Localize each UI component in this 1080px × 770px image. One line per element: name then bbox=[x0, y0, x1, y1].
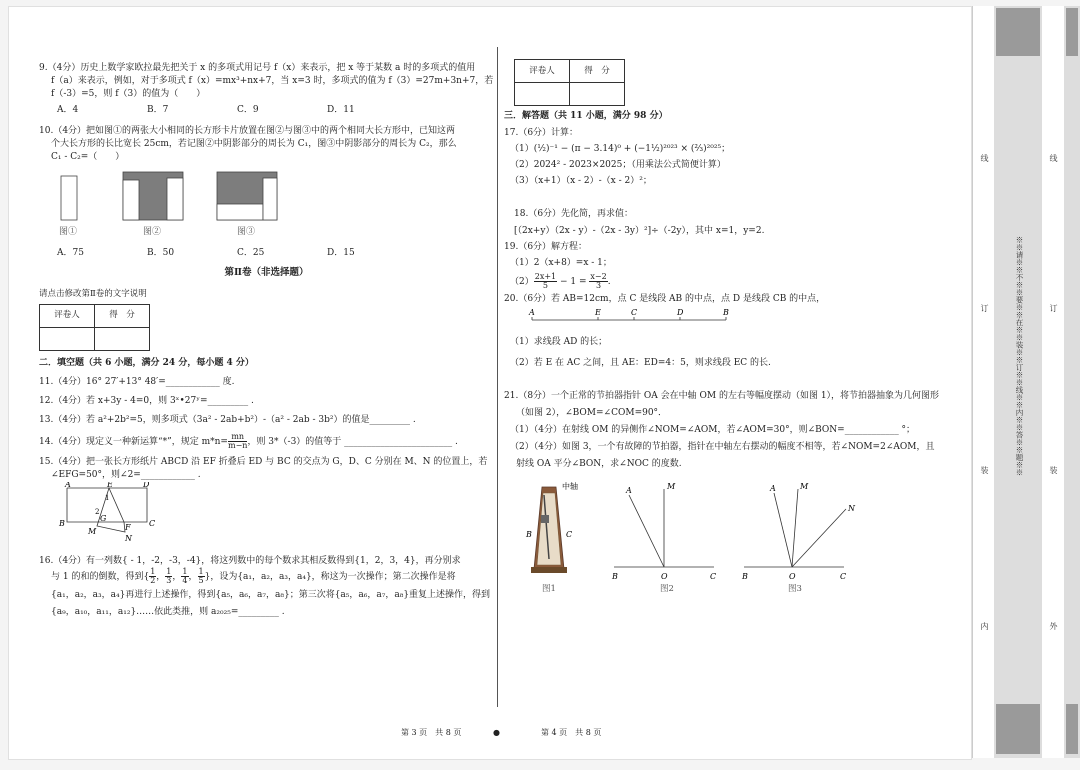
q21-line5: 射线 OA 平分∠BON，求∠NOC 的度数. bbox=[516, 458, 682, 469]
question-19 bbox=[504, 241, 969, 290]
fig2-card-right bbox=[167, 178, 183, 220]
question-14 bbox=[39, 433, 494, 450]
q16-line2a: 与 1 的和的倒数，得到{ bbox=[51, 571, 150, 582]
question-21 bbox=[504, 390, 969, 606]
mark-line-outer: 线 bbox=[1049, 154, 1058, 162]
metronome-weight bbox=[541, 515, 549, 523]
q19-frac-2 bbox=[589, 273, 607, 290]
mark-ding-outer: 订 bbox=[1049, 304, 1058, 312]
part2-note: 请点击修改第Ⅱ卷的文字说明 bbox=[39, 289, 147, 300]
binding-strip-edge bbox=[1064, 6, 1080, 758]
fig3-label-o: O bbox=[789, 571, 796, 581]
metronome-base bbox=[531, 567, 567, 573]
label-g: G bbox=[100, 513, 107, 523]
score-header-grader-right: 评卷人 bbox=[515, 60, 570, 83]
question-13: 13.（4分）若 a²+2b²=5，则多项式（3a² - 2ab+b²）-（a² - 2ab - 3b²）的值是_________ . bbox=[39, 414, 416, 425]
fig2-caption: 图2 bbox=[660, 583, 674, 594]
q10-options bbox=[39, 247, 494, 260]
question-12: 12.（4分）若 x+3y - 4=0，则 3ˣ•27ʸ=_________ . bbox=[39, 395, 254, 406]
q10-line2: 个大长方形的长比宽长 25cm，若记图②中阴影部分的周长为 C₁，图③中阴影部分的周长为 C₂，那么 bbox=[51, 139, 457, 150]
q14-num: mn bbox=[228, 433, 247, 442]
mark-zhuang-inner: 装 bbox=[980, 466, 989, 474]
q15-line1: 15.（4分）把一张长方形纸片 ABCD 沿 EF 折叠后 ED 与 BC 的交点为 G，D、C 分别在 M、N 的位置上，若 bbox=[39, 456, 488, 467]
fig3-label: 图③ bbox=[237, 227, 256, 238]
q10-figures bbox=[39, 164, 299, 242]
label-d: D bbox=[143, 481, 150, 489]
q16-frac1-n: 1 bbox=[150, 566, 156, 576]
score-table-right bbox=[514, 59, 625, 106]
fig2-label-o: O bbox=[661, 571, 668, 581]
q19-f2-n: x−2 bbox=[590, 272, 607, 282]
fig1-label-c: C bbox=[566, 529, 573, 539]
q14-den: m−n bbox=[227, 440, 248, 450]
q21-line4: （2）（4分）如图 3，一个有故障的节拍器，指针在中轴左右摆动的幅度不相等，若∠NOM=2∠AOM，且 bbox=[510, 441, 935, 452]
label-e: E bbox=[107, 481, 113, 489]
score-header-score: 得 分 bbox=[95, 304, 150, 327]
metronome-figure bbox=[525, 481, 578, 594]
q16-frac-4 bbox=[198, 568, 205, 585]
binding-strip-outer bbox=[1042, 6, 1064, 758]
fig3-label-n: N bbox=[848, 503, 855, 513]
point-e: E bbox=[595, 308, 601, 318]
footer-dot: ● bbox=[493, 727, 500, 737]
geometry-figure-2 bbox=[611, 482, 716, 594]
q19-part1: （1）2（x+8）=x - 1； bbox=[510, 258, 612, 269]
fig2-label: 图② bbox=[143, 227, 162, 238]
q9-option-c: C．9 bbox=[237, 105, 259, 116]
q19-part2 bbox=[504, 273, 969, 290]
fig3-label-a: A bbox=[770, 483, 776, 493]
q21-line3: （1）（4分）在射线 OM 的异侧作∠NOM=∠AOM，若∠AOM=30°，则∠BON=____________ °； bbox=[510, 424, 916, 435]
score-header-score-right: 得 分 bbox=[570, 60, 625, 83]
q19-title: 19.（6分）解方程： bbox=[504, 242, 588, 253]
q20-part2: （2）若 E 在 AC 之间，且 AE：ED=4：5，则求线段 EC 的长. bbox=[510, 357, 771, 368]
q10-option-a: A．75 bbox=[57, 248, 84, 259]
question-9 bbox=[39, 62, 494, 117]
q16-line2: 与 1 的和的倒数，得到{ $\frac{1}{2}$ ， $\frac{1}{3}$ ， $\frac{1}{4}$ ， $\frac{1}{5}$ }，设为{a₁，a₂，a₃，a₄}，称这为一次操作；第二次操作是将 bbox=[51, 566, 456, 585]
footer-left: 第 3 页 共 8 页 bbox=[401, 728, 462, 737]
q17-title: 17.（6分）计算： bbox=[504, 128, 579, 139]
score-table-left bbox=[39, 304, 150, 351]
q16-frac2-d: 3 bbox=[166, 575, 172, 585]
q19-frac-1 bbox=[534, 273, 557, 290]
q19-f2-d: 3 bbox=[596, 281, 602, 291]
mark-nei: 内 bbox=[980, 622, 989, 630]
q16-frac-3 bbox=[181, 568, 188, 585]
fig3-label-m: M bbox=[800, 481, 809, 491]
edge-bottom-block bbox=[1066, 704, 1078, 754]
mark-ding-inner: 订 bbox=[980, 304, 989, 312]
q18-title: 18.（6分）先化简，再求值： bbox=[514, 209, 634, 220]
q16-line3: {a₁，a₂，a₃，a₄}再进行上述操作，得到{a₅，a₆，a₇，a₈}；第三次将{a₅，a₆，a₇，a₈}重复上述操作，得到 bbox=[51, 589, 491, 600]
binding-strip-gray bbox=[994, 6, 1042, 758]
label-c: C bbox=[149, 518, 156, 528]
label-a: A bbox=[65, 481, 71, 489]
question-17 bbox=[504, 127, 969, 188]
point-c: C bbox=[631, 308, 638, 318]
fig1-label-b: B bbox=[526, 529, 532, 539]
part2-title: 第Ⅱ卷（非选择题） bbox=[224, 267, 309, 279]
fig2-label-m: M bbox=[667, 481, 676, 491]
q9-options bbox=[39, 104, 494, 117]
q10-line1: 10.（4分）把如图①的两张大小相同的长方形卡片放置在图②与图③中的两个相同大长方形中，已知这两 bbox=[39, 126, 456, 137]
q10-option-d: D．15 bbox=[327, 248, 355, 259]
grader-cell-right[interactable] bbox=[515, 83, 570, 106]
q15-figure bbox=[39, 482, 169, 544]
question-16 bbox=[39, 555, 494, 619]
q10-line3: C₁ - C₂=（ ） bbox=[51, 152, 125, 163]
q16-frac3-n: 1 bbox=[182, 566, 188, 576]
angle-1: 1 bbox=[105, 493, 110, 502]
q10-option-b: B．50 bbox=[147, 248, 175, 259]
fig2-label-a: A bbox=[626, 485, 632, 495]
q20-title: 20.（6分）若 AB=12cm，点 C 是线段 AB 的中点，点 D 是线段 CB 的中点， bbox=[504, 294, 826, 305]
binding-strip-inner bbox=[972, 6, 995, 758]
fig1-card bbox=[61, 176, 77, 220]
q19-f1-n: 2x+1 bbox=[534, 272, 557, 282]
fig3-label-b: B bbox=[742, 571, 748, 581]
q17-p1-expr: (½)⁻¹ − (π − 3.14)⁰ + (−1½)²⁰²³ × (⅔)²⁰²⁵； bbox=[533, 144, 731, 155]
question-11: 11.（4分）16° 27′+13° 48′=____________ 度. bbox=[39, 376, 235, 387]
q14-text2: ，则 3*（-3）的值等于 ________________________ . bbox=[247, 436, 458, 447]
label-n: N bbox=[125, 533, 132, 543]
ray-on-3 bbox=[792, 509, 846, 567]
fold-ef bbox=[109, 488, 124, 522]
q9-option-d: D．11 bbox=[327, 105, 355, 116]
fig3-card-right bbox=[263, 178, 277, 220]
q21-line1: 21.（8分）一个正常的节拍器指针 OA 会在中轴 OM 的左右等幅度摆动（如图 1），将节拍器抽象为几何图形 bbox=[504, 390, 940, 401]
q9-line2: f（a）来表示，例如，对于多项式 f（x）=mx³+nx+7，当 x=3 时，多项式的值为 f（3）=27m+3n+7，若 bbox=[51, 76, 494, 87]
axis-label: 中轴 bbox=[562, 481, 578, 491]
binding-bottom-block bbox=[996, 704, 1040, 754]
q16-frac4-d: 5 bbox=[198, 575, 204, 585]
q9-option-a: A．4 bbox=[57, 105, 79, 116]
q17-p1-prefix: （1） bbox=[510, 144, 534, 155]
geometry-figure-3 bbox=[741, 482, 856, 594]
q9-line1: 9.（4分）历史上数学家欧拉最先把关于 x 的多项式用记号 f（x）来表示，把 x 等于某数 a 时的多项式的值用 bbox=[39, 63, 476, 73]
point-a: A bbox=[529, 308, 535, 318]
q19-p2-prefix: （2） bbox=[510, 277, 534, 288]
column-divider bbox=[497, 47, 498, 707]
q9-line3: f（-3）=5，则 f（3）的值为（ ） bbox=[51, 89, 206, 100]
angle-2: 2 bbox=[95, 507, 100, 516]
footer-right: 第 4 页 共 8 页 bbox=[541, 728, 602, 737]
folded-part bbox=[97, 488, 125, 532]
left-column bbox=[39, 62, 494, 619]
q19-p2-end: . bbox=[607, 277, 611, 288]
score-cell[interactable] bbox=[95, 327, 150, 350]
point-b: B bbox=[723, 308, 729, 318]
q16-frac1-d: 2 bbox=[150, 575, 156, 585]
exam-page bbox=[8, 6, 972, 760]
section3-title: 三．解答题（共 11 小题，满分 98 分） bbox=[504, 111, 668, 121]
grader-cell[interactable] bbox=[40, 327, 95, 350]
mark-wai: 外 bbox=[1049, 622, 1058, 630]
binding-top-block bbox=[996, 8, 1040, 56]
q14-fraction bbox=[228, 433, 247, 450]
score-cell-right[interactable] bbox=[570, 83, 625, 106]
q16-line1: 16.（4分）有一列数{ - 1，-2，-3，-4}，将这列数中的每个数求其相反数得到{1，2，3，4}，再分别求 bbox=[39, 555, 461, 566]
fig2-label-c: C bbox=[710, 571, 717, 581]
q19-p2-mid: − 1 = bbox=[557, 277, 590, 288]
ray-oa-2 bbox=[629, 495, 664, 567]
question-20 bbox=[504, 293, 969, 369]
edge-top-block bbox=[1066, 8, 1078, 56]
label-m: M bbox=[88, 526, 97, 536]
q21-line2: （如图 2），∠BOM=∠COM=90°． bbox=[516, 407, 668, 418]
q16-frac-2 bbox=[165, 568, 172, 585]
q16-frac4-n: 1 bbox=[198, 566, 204, 576]
fig3-card-bottom bbox=[217, 204, 263, 220]
q16-line4: {a₉，a₁₀，a₁₁，a₁₂}……依此类推，则 a₂₀₂₅=_________ . bbox=[51, 606, 285, 617]
section2-title: 二．填空题（共 6 小题，满分 24 分，每小题 4 分） bbox=[39, 357, 254, 368]
q17-part1 bbox=[504, 143, 969, 156]
q15-line2: ∠EFG=50°，则∠2=____________ . bbox=[51, 469, 201, 480]
q17-part2: （2）2024² - 2023×2025；（用乘法公式简便计算） bbox=[510, 160, 726, 171]
q16-line2b: }，设为{a₁，a₂，a₃，a₄}，称这为一次操作；第二次操作是将 bbox=[204, 571, 456, 582]
q20-segment bbox=[504, 306, 744, 330]
q18-expr: [（2x+y）（2x - y）-（2x - 3y）²]÷（-2y），其中 x=1，y=2. bbox=[514, 226, 765, 237]
q17-part3: （3）（x+1）（x - 2）-（x - 2）²； bbox=[510, 176, 652, 187]
point-d: D bbox=[677, 308, 684, 318]
binding-warning-text: ※※请※※不※※要※※在※※装※※订※※线※※内※※答※※题※※ bbox=[1015, 236, 1024, 476]
fig3-label-c: C bbox=[840, 571, 847, 581]
fig1-label: 图① bbox=[59, 227, 78, 238]
fig3-caption: 图3 bbox=[788, 583, 802, 594]
mark-zhuang-outer: 装 bbox=[1049, 466, 1058, 474]
fig2-card-left bbox=[123, 180, 139, 220]
q21-figures bbox=[504, 479, 884, 601]
ray-oa-3 bbox=[774, 493, 792, 567]
q9-option-b: B．7 bbox=[147, 105, 169, 116]
q10-option-c: C．25 bbox=[237, 248, 265, 259]
label-b: B bbox=[59, 518, 65, 528]
fig2-label-b: B bbox=[612, 571, 618, 581]
question-15 bbox=[39, 456, 494, 549]
fig1-caption: 图1 bbox=[542, 583, 556, 594]
q19-f1-d: 5 bbox=[542, 281, 548, 291]
score-header-grader: 评卷人 bbox=[40, 304, 95, 327]
question-18 bbox=[504, 208, 969, 238]
question-10 bbox=[39, 125, 494, 260]
q16-frac-1 bbox=[149, 568, 156, 585]
right-column bbox=[504, 62, 969, 606]
q14-text1: 14.（4分）现定义一种新运算“*”，规定 m*n= bbox=[39, 436, 228, 447]
q20-part1: （1）求线段 AD 的长； bbox=[510, 336, 608, 347]
ray-om-3 bbox=[792, 489, 798, 567]
label-f: F bbox=[125, 522, 131, 532]
q16-frac3-d: 4 bbox=[182, 575, 188, 585]
q16-frac2-n: 1 bbox=[166, 566, 172, 576]
mark-line-inner: 线 bbox=[980, 154, 989, 162]
